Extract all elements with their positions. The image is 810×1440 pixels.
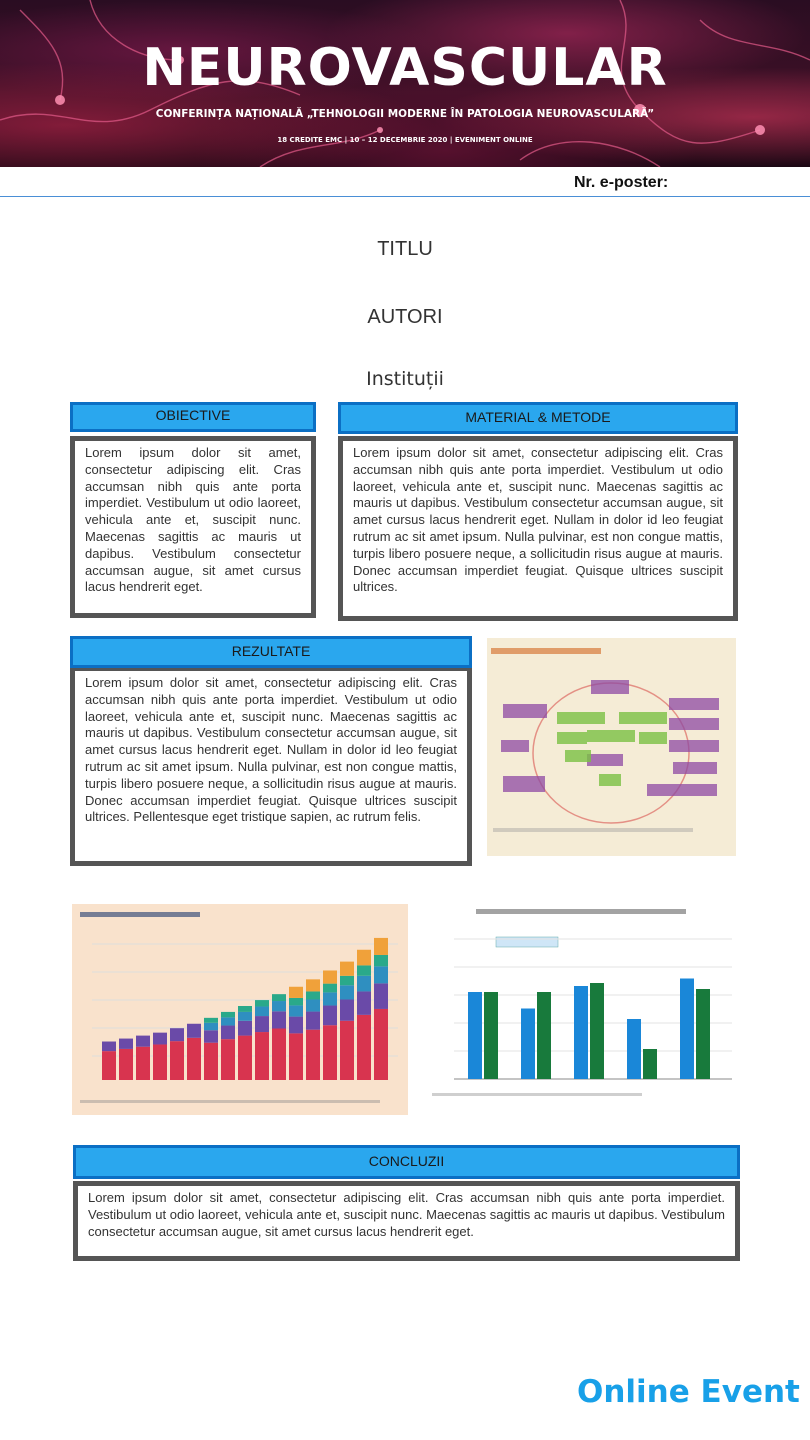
diagram-node	[639, 732, 667, 744]
results-heading: REZULTATE	[70, 636, 472, 668]
stacked-bar-segment	[374, 983, 388, 1009]
stacked-bar-segment	[340, 1021, 354, 1080]
poster-institutions: Instituții	[366, 368, 444, 390]
stacked-bar-segment	[340, 999, 354, 1020]
stacked-bar-segment	[221, 1017, 235, 1025]
diagram-node	[619, 712, 667, 724]
poster-authors: AUTORI	[367, 306, 443, 328]
results-diagram-figure	[487, 638, 736, 856]
stacked-bar-segment	[170, 1041, 184, 1080]
diagram-node	[501, 740, 529, 752]
grouped-bar	[696, 989, 710, 1079]
stacked-bar-segment	[289, 1017, 303, 1034]
stacked-bar-segment	[323, 992, 337, 1005]
stacked-bar-segment	[255, 1006, 269, 1016]
grouped-bar	[680, 979, 694, 1080]
poster-title: TITLU	[377, 238, 433, 260]
grouped-bar	[537, 992, 551, 1079]
conclusions-heading: CONCLUZII	[73, 1145, 740, 1179]
grouped-bar	[468, 992, 482, 1079]
stacked-bar-segment	[357, 965, 371, 975]
stacked-bar-segment	[153, 1033, 167, 1045]
diagram-caption-blur	[493, 828, 693, 832]
diagram-node	[591, 680, 629, 694]
stacked-bar-figure	[72, 904, 408, 1115]
stacked-bar-segment	[187, 1038, 201, 1080]
diagram-node	[673, 762, 717, 774]
conference-title: NEUROVASCULAR	[142, 38, 668, 98]
conference-meta: 18 CREDITE EMC | 10 – 12 DECEMBRIE 2020 | EVENIMENT ONLINE	[277, 136, 533, 144]
stacked-bar-segment	[374, 966, 388, 983]
diagram-node	[669, 740, 719, 752]
stacked-bar-segment	[289, 987, 303, 998]
stacked-bar-segment	[357, 1015, 371, 1080]
diagram-node	[647, 784, 717, 796]
grouped-bar	[521, 1009, 535, 1080]
diagram-node	[669, 718, 719, 730]
stacked-bar-segment	[340, 962, 354, 976]
stacked-bar-segment	[289, 998, 303, 1005]
stacked-bar-caption-blur	[80, 1100, 380, 1103]
header-banner	[0, 0, 810, 167]
grouped-bar-figure	[426, 903, 739, 1115]
stacked-bar-segment	[306, 1012, 320, 1030]
stacked-bar-segment	[306, 999, 320, 1011]
stacked-bar-image	[72, 904, 408, 1115]
stacked-bar-segment	[323, 1006, 337, 1026]
diagram-node	[587, 730, 635, 742]
stacked-bar-segment	[272, 994, 286, 1001]
stacked-bar-segment	[238, 1006, 252, 1012]
stacked-bar-segment	[272, 1011, 286, 1028]
stacked-bar-segment	[374, 938, 388, 955]
diagram-node	[557, 712, 605, 724]
poster-number-label: Nr. e-poster:	[574, 174, 669, 191]
stacked-bar-segment	[204, 1030, 218, 1042]
stacked-bar-segment	[357, 991, 371, 1014]
stacked-bar-segment	[136, 1047, 150, 1080]
stacked-bar-segment	[374, 1009, 388, 1080]
stacked-bar-segment	[136, 1036, 150, 1047]
objective-text: Lorem ipsum dolor sit amet, consectetur adipiscing elit. Cras accumsan nibh quis ante porta imperdiet. Vestibulum ut odio laoreet, vehicula ante et, suscipit nunc. Maecenas sagittis ac mauris ut dapibus. Vestibulum consectetur accumsan augue, sit amet cursus lacus hendrerit eget.	[70, 436, 316, 618]
grouped-bar	[627, 1019, 641, 1079]
stacked-bar-segment	[204, 1018, 218, 1023]
diagram-node	[587, 754, 623, 766]
stacked-bar-segment	[306, 991, 320, 999]
stacked-bar-segment	[306, 1030, 320, 1080]
stacked-bar-segment	[289, 1033, 303, 1080]
header-divider	[0, 196, 810, 197]
stacked-bar-segment	[170, 1028, 184, 1041]
diagram-node	[669, 698, 719, 710]
stacked-bar-segment	[119, 1039, 133, 1049]
stacked-bar-segment	[221, 1026, 235, 1040]
diagram-node	[565, 750, 591, 762]
stacked-bar-segment	[272, 1028, 286, 1080]
stacked-bar-segment	[221, 1012, 235, 1017]
stacked-bar-segment	[255, 1016, 269, 1032]
grouped-bar	[484, 992, 498, 1079]
stacked-bar-segment	[306, 979, 320, 991]
stacked-bar-segment	[340, 985, 354, 999]
objective-heading: OBIECTIVE	[70, 402, 316, 432]
stacked-bar-segment	[204, 1043, 218, 1080]
stacked-bar-segment	[255, 1000, 269, 1006]
grouped-bar-image	[426, 903, 739, 1115]
stacked-bar-segment	[119, 1049, 133, 1080]
stacked-bar-segment	[357, 976, 371, 992]
grouped-bar	[574, 986, 588, 1079]
methods-text: Lorem ipsum dolor sit amet, consectetur adipiscing elit. Cras accumsan nibh quis ante porta imperdiet. Vestibulum ut odio laoreet, vehicula ante et, suscipit nunc. Maecenas sagittis ac mauris ut dapibus. Vestibulum consectetur accumsan augue, sit amet cursus lacus hendrerit eget. Nullam in dolor id leo feugiat rutrum ac sit amet ipsum. Nulla pulvinar, est non congue mattis, turpis libero posuere neque, a sollicitudin risus augue at mauris. Donec accumsan imperdiet feugiat. Quisque ultrices suscipit ultrices.	[338, 436, 738, 621]
diagram-title-blur	[491, 648, 601, 654]
stacked-bar-segment	[153, 1044, 167, 1080]
stacked-bar-segment	[102, 1051, 116, 1080]
stacked-bar-segment	[323, 970, 337, 983]
grouped-bar	[643, 1049, 657, 1079]
stacked-bar-segment	[187, 1024, 201, 1038]
stacked-bar-segment	[238, 1036, 252, 1080]
results-text: Lorem ipsum dolor sit amet, consectetur adipiscing elit. Cras accumsan nibh quis ante porta imperdiet. Vestibulum ut odio laoreet, vehicula ante et, suscipit nunc. Maecenas sagittis ac mauris ut dapibus. Vestibulum consectetur accumsan augue, sit amet cursus lacus hendrerit eget. Nullam in dolor id leo feugiat rutrum ac sit amet ipsum. Nulla pulvinar, est non congue mattis, turpis libero posuere neque, a sollicitudin risus augue at mauris. Donec accumsan imperdiet feugiat. Quisque ultrices suscipit ultrices. Pellentesque eget tristique sapien, ac rutrum felis.	[70, 668, 472, 866]
stacked-bar-segment	[374, 955, 388, 966]
diagram-node	[557, 732, 587, 744]
stacked-bar-segment	[340, 976, 354, 985]
stacked-bar-segment	[221, 1039, 235, 1080]
grouped-bar	[590, 983, 604, 1079]
diagram-image	[487, 638, 736, 856]
stacked-bar-segment	[102, 1042, 116, 1052]
stacked-bar-segment	[357, 950, 371, 966]
grouped-bar-caption-blur	[432, 1093, 642, 1096]
conference-subtitle: CONFERINȚA NAȚIONALĂ „TEHNOLOGII MODERNE ÎN PATOLOGIA NEUROVASCULARĂ”	[155, 108, 655, 120]
diagram-node	[503, 704, 547, 718]
stacked-bar-segment	[272, 1001, 286, 1011]
stacked-bar-segment	[255, 1032, 269, 1080]
grouped-bar-title-blur	[476, 909, 686, 914]
stacked-bar-segment	[323, 984, 337, 993]
stacked-bar-segment	[238, 1021, 252, 1036]
stacked-bar-segment	[204, 1023, 218, 1030]
diagram-node	[503, 776, 545, 792]
methods-heading: MATERIAL & METODE	[338, 402, 738, 434]
diagram-node	[599, 774, 621, 786]
conclusions-text: Lorem ipsum dolor sit amet, consectetur adipiscing elit. Cras accumsan nibh quis ante porta imperdiet. Vestibulum ut odio laoreet, vehicula ante et, suscipit nunc. Maecenas sagittis ac mauris ut dapibus. Vestibulum consectetur accumsan augue, sit amet cursus lacus hendrerit eget.	[73, 1181, 740, 1261]
stacked-bar-segment	[323, 1025, 337, 1080]
stacked-bar-segment	[289, 1005, 303, 1016]
stacked-bar-title-blur	[80, 912, 200, 917]
online-event-label: Online Event	[577, 1374, 800, 1410]
stacked-bar-segment	[238, 1012, 252, 1021]
